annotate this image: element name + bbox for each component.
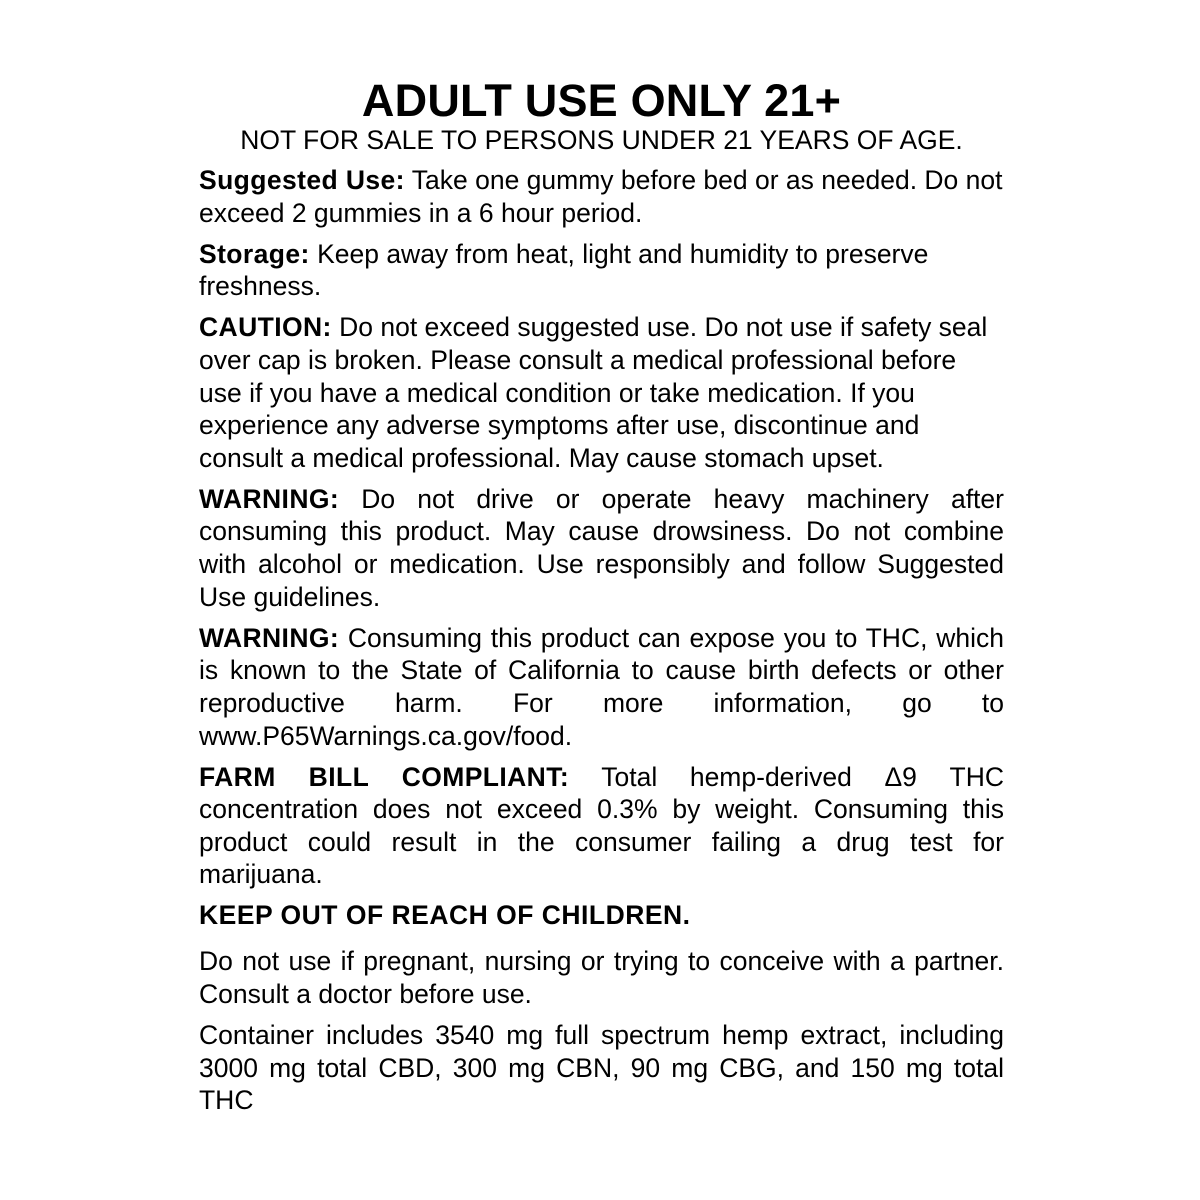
storage-heading: Storage: (199, 238, 310, 269)
storage-section (199, 238, 1004, 303)
caution-section (199, 311, 1004, 474)
suggested-use-heading: Suggested Use: (199, 165, 405, 195)
pregnancy-notice: Do not use if pregnant, nursing or trying to conceive with a partner. Consult a doctor before use. (199, 946, 1004, 1010)
age-restriction-notice: NOT FOR SALE TO PERSONS UNDER 21 YEARS OF AGE. (240, 125, 963, 155)
suggested-use-text: Take one gummy before bed or as needed. Do not exceed 2 gummies in a 6 hour period. (199, 165, 1003, 228)
drowsiness-warning-heading: WARNING: (199, 483, 340, 514)
contents-statement: Container includes 3540 mg full spectrum hemp extract, including 3000 mg total CBD, 300 mg CBN, 90 mg CBG, and 150 mg total THC (199, 1020, 1004, 1116)
farm-bill-text: Total hemp-derived Δ9 THC concentration does not exceed 0.3% by weight. Consuming this product could result in the consumer failing a drug test for marijuana. (199, 761, 1004, 890)
caution-heading: CAUTION: (199, 312, 332, 343)
keep-out-of-reach-heading: KEEP OUT OF REACH OF CHILDREN. (199, 900, 691, 931)
drowsiness-warning-text: Do not drive or operate heavy machinery after consuming this product. May cause drowsiness. Do not combine with alcohol or medication. Use responsibly and follow Suggested Use guidelines. (199, 483, 1004, 612)
storage-text: Keep away from heat, light and humidity to preserve freshness. (199, 238, 929, 302)
drowsiness-warning-section (199, 483, 1004, 613)
caution-text: Do not exceed suggested use. Do not use if safety seal over cap is broken. Please consult a medical professional before use if you have a medical condition or take medication. If you experience any adverse symptoms after use, discontinue and consult a medical professional. May cause stomach upset. (199, 312, 988, 473)
suggested-use-section (199, 164, 1004, 229)
warning-label (199, 75, 1004, 1125)
farm-bill-heading: FARM BILL COMPLIANT: (199, 761, 570, 792)
page-title: ADULT USE ONLY 21+ (361, 75, 842, 126)
prop65-warning-heading: WARNING: (199, 622, 340, 653)
farm-bill-section (199, 761, 1004, 891)
prop65-warning-section (199, 622, 1004, 752)
prop65-warning-text: Consuming this product can expose you to THC, which is known to the State of California to cause birth defects or other reproductive harm. For more information, go to www.P65Warnings.ca.gov/food. (199, 622, 1004, 751)
